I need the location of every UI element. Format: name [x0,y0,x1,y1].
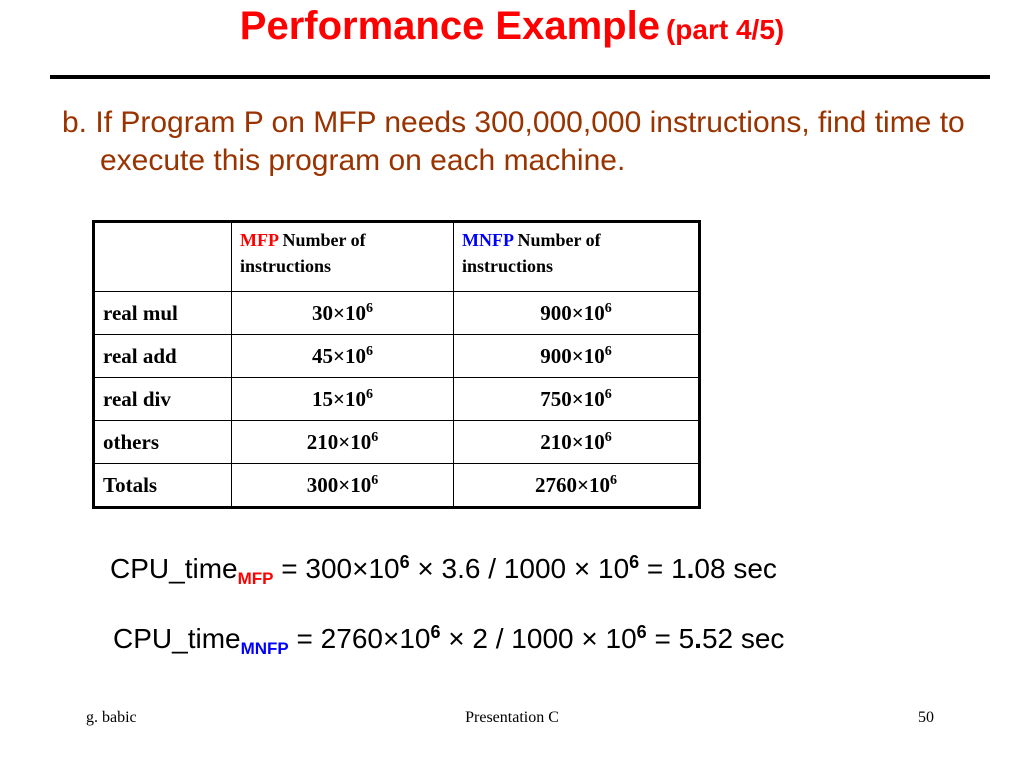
table-row [94,421,700,464]
header-mfp [232,222,454,292]
mfp-value: $45\times 10^6$ [232,335,454,378]
table-header-row [94,222,700,292]
mfp-value: $15\times 10^6$ [232,378,454,421]
header-empty-cell [94,222,232,292]
page-number: 50 [918,709,934,726]
row-label: others [94,421,232,464]
row-label: real add [94,335,232,378]
header-mfp-text: Number of instructions [240,230,366,276]
mnfp-tag: MNFP [462,230,513,250]
table-row [94,335,700,378]
mnfp-value: $750\times 10^6$ [454,378,700,421]
mnfp-value: $900\times 10^6$ [454,292,700,335]
header-mnfp [454,222,700,292]
instruction-table [92,220,701,509]
row-label: real mul [94,292,232,335]
header-mnfp-text: Number of instructions [462,230,601,276]
subscript-mnfp: MNFP [240,639,289,658]
formula-mfp: CPU_time$_{MFP}$ = $300\times 10^6 \times 3.6 / 1000 \times 10^6 = 1.08$ sec [110,552,777,588]
formula-mnfp: CPU_time$_{MNFP}$ = $2760\times 10^6 \times 2 / 1000 \times 10^6 = 5.52$ sec [113,622,785,658]
row-label: Totals [94,464,232,508]
footer-author: g. babic [86,709,137,726]
table-row [94,378,700,421]
table-row [94,292,700,335]
title-divider [50,75,990,79]
mfp-value: $30\times 10^6$ [232,292,454,335]
mfp-tag: MFP [240,230,278,250]
mnfp-value: $2760\times 10^6$ [454,464,700,508]
mfp-value: $210\times 10^6$ [232,421,454,464]
title-part: (part 4/5) [665,14,785,45]
table-row-totals [94,464,700,508]
slide-title [0,4,1024,49]
mfp-value: $300\times 10^6$ [232,464,454,508]
mnfp-value: $900\times 10^6$ [454,335,700,378]
subscript-mfp: MFP [237,569,274,588]
intro-text: b. If Program P on MFP needs 300,000,000 instructions, find time to execute this program on each machine. [62,106,965,177]
row-label: real div [94,378,232,421]
footer-center: Presentation C [465,709,559,726]
mnfp-value: $210\times 10^6$ [454,421,700,464]
title-main: Performance Example [239,4,660,48]
